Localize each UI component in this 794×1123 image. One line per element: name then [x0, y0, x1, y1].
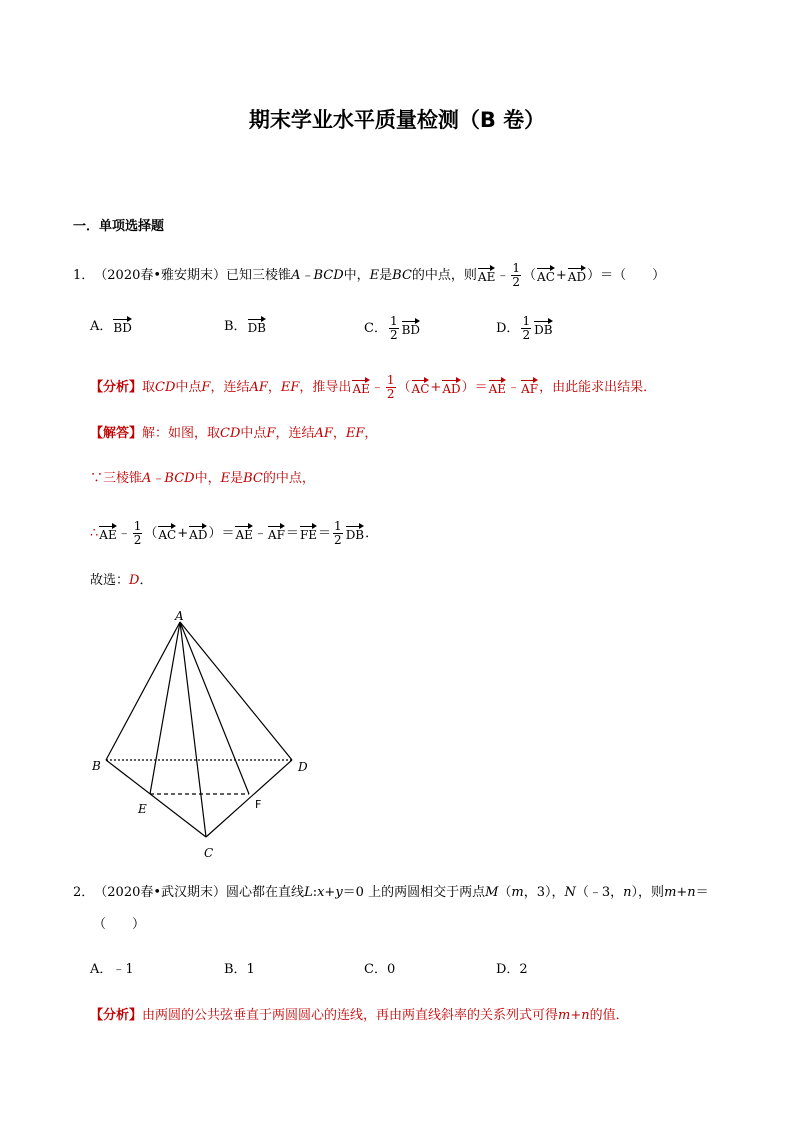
period: ． [139, 573, 153, 588]
minus-sign: ﹣ [253, 525, 267, 541]
q2-stem [73, 886, 709, 899]
q1-analysis [90, 374, 656, 400]
analysis-tag: 【分析】 [90, 1008, 143, 1023]
q2-text: ＝0 上的两圆相交于两点 [342, 885, 486, 900]
q1-choice [90, 574, 152, 587]
section-heading: 一．单项选择题 [73, 219, 165, 234]
segment-ef: EF [345, 426, 365, 441]
frac-den: 2 [522, 327, 531, 342]
q1-option-a [90, 318, 133, 334]
point-f: F [201, 379, 211, 395]
fraction-half [386, 374, 396, 400]
vector-ad: AD [189, 525, 207, 541]
frac-num: 1 [522, 314, 531, 328]
label-f: F [255, 798, 262, 811]
fraction-half [333, 520, 343, 546]
q2-text: : [312, 885, 318, 900]
analysis-text: 取 [142, 379, 156, 395]
option-vector: BD [113, 318, 131, 334]
edge-ab [106, 622, 180, 760]
because-text: ∵三棱锥 [90, 471, 143, 486]
open-paren: （ [397, 379, 411, 395]
frac-den: 2 [512, 274, 521, 289]
label-b: B [92, 759, 101, 773]
q2-blank: （ ） [93, 917, 146, 932]
edge-ad [180, 622, 292, 760]
option-vector: DB [534, 320, 552, 336]
minus-sign: ﹣ [117, 525, 131, 541]
q2-text: 圆心都在直线 [226, 885, 305, 900]
segment-bc: BC [243, 471, 263, 486]
point-n: N [564, 885, 576, 900]
label-d: D [298, 760, 308, 774]
var-n: n [623, 885, 632, 900]
frac-den: 2 [133, 532, 142, 547]
var-mn: m+n [664, 885, 696, 900]
q2-text: ），则 [631, 885, 665, 900]
q1-because [90, 472, 315, 485]
minus-sign: ﹣ [370, 379, 384, 395]
option-letter: D． [496, 320, 520, 336]
q2-analysis [90, 1009, 629, 1022]
comma: ， [267, 379, 281, 395]
because-text: 是 [230, 471, 244, 486]
because-text: 的中点， [262, 471, 315, 486]
q1-tetra: A﹣BCD [291, 267, 344, 283]
q2-text: ，3）， [523, 885, 565, 900]
analysis-text: 由两圆的公共弦垂直于两圆圆心的连线，再由两直线斜率的关系列式可得 [142, 1008, 559, 1023]
plus-sign: + [177, 525, 189, 541]
analysis-text: ，由此能求出结果． [539, 379, 657, 395]
label-e: E [138, 802, 147, 816]
q2-number: 2． [73, 885, 95, 900]
analysis-text: 中点 [175, 379, 202, 395]
equals-sign: ＝ [285, 525, 299, 541]
option-vector: DB [248, 318, 266, 334]
frac-num: 1 [386, 373, 395, 387]
vector-ac: AC [158, 525, 176, 541]
vector-ac: AC [537, 267, 555, 283]
option-letter: B． [224, 318, 247, 334]
q2-option-a: A．﹣1 [90, 962, 134, 977]
label-c: C [204, 846, 214, 860]
q1-point-e: E [369, 267, 380, 283]
vector-ae: AE [235, 525, 252, 541]
segment-af: AF [314, 426, 333, 441]
minus-sign: ﹣ [496, 267, 510, 283]
answer-tag: 【解答】 [90, 426, 143, 441]
vector-db: DB [346, 525, 364, 541]
plus-sign: + [555, 267, 567, 283]
frac-num: 1 [334, 519, 342, 533]
fraction-half [389, 315, 399, 341]
q1-answer [90, 427, 377, 440]
frac-num: 1 [512, 261, 521, 275]
analysis-text: ，推导出 [299, 379, 352, 395]
tetra-name: A﹣BCD [142, 471, 195, 486]
q1-text: 的中点，则 [411, 267, 477, 283]
q2-text: ＝ [695, 885, 709, 900]
segment-ef: EF [280, 379, 300, 395]
q1-option-d [496, 315, 554, 341]
segment-cd: CD [155, 379, 176, 395]
analysis-tag: 【分析】 [90, 379, 143, 395]
comma: ， [364, 426, 378, 441]
answer-text: ，连结 [275, 426, 315, 441]
answer-text: 中点 [240, 426, 267, 441]
q1-source: （2020春•雅安期末） [94, 267, 227, 283]
answer-blank: ）＝（ ） [587, 267, 666, 283]
therefore-sign: ∴ [90, 525, 99, 541]
vector-af: AF [268, 525, 285, 541]
period: ． [365, 525, 379, 541]
q2-option-d: D．2 [496, 962, 528, 977]
segment-cd: CD [220, 426, 241, 441]
because-text: 中， [194, 471, 221, 486]
vector-af: AF [521, 379, 538, 395]
vector-fe: FE [300, 525, 317, 541]
q2-source: （2020春•武汉期末） [94, 885, 227, 900]
q1-text: 中， [343, 267, 370, 283]
fraction-half [511, 262, 521, 288]
page-title: 期末学业水平质量检测（B 卷） [248, 108, 546, 132]
point-e: E [220, 471, 231, 486]
frac-num: 1 [133, 519, 142, 533]
vector-ae: AE [352, 379, 369, 395]
q1-text: 是 [379, 267, 393, 283]
var-mn: m+n [558, 1008, 590, 1023]
q1-stem [73, 262, 665, 288]
frac-den: 2 [389, 327, 398, 342]
plus-sign: + [430, 379, 442, 395]
q2-text: （ [498, 885, 512, 900]
answer-text: 解：如图，取 [142, 426, 221, 441]
choice-value: D [129, 573, 140, 588]
edge-dc [206, 760, 292, 837]
point-f: F [266, 426, 276, 441]
edge-bc [106, 760, 206, 837]
option-letter: A． [90, 318, 113, 334]
label-a: A [175, 609, 184, 623]
vector-ae: AE [99, 525, 116, 541]
vector-ae: AE [478, 267, 495, 283]
choice-label: 故选： [90, 573, 130, 588]
analysis-text: 的值． [589, 1008, 629, 1023]
vector-ad: AD [442, 379, 460, 395]
open-paren: （ [523, 267, 537, 283]
tetrahedron-figure [86, 608, 326, 868]
q1-text: 已知三棱锥 [226, 267, 292, 283]
equals-sign: ＝ [318, 525, 332, 541]
segment-af: AF [249, 379, 268, 395]
q2-option-b: B．1 [224, 962, 255, 977]
option-vector: BD [402, 320, 420, 336]
edge-ae [150, 622, 180, 794]
q1-segment-bc: BC [392, 267, 412, 283]
point-m: M [485, 885, 499, 900]
open-paren: （ [144, 525, 158, 541]
vector-ac: AC [412, 379, 430, 395]
q1-option-b [224, 318, 267, 334]
frac-den: 2 [334, 532, 342, 547]
q1-number: 1． [73, 267, 95, 283]
q2-option-c: C．0 [364, 962, 396, 977]
frac-den: 2 [386, 386, 395, 401]
close-eq: ）＝ [208, 525, 235, 541]
option-letter: C． [364, 320, 387, 336]
close-eq: ）＝ [461, 379, 488, 395]
analysis-text: ，连结 [210, 379, 250, 395]
fraction-half [521, 315, 531, 341]
vector-ae: AE [489, 379, 506, 395]
q2-text: （﹣3， [575, 885, 624, 900]
q1-option-c [364, 315, 421, 341]
comma: ， [332, 426, 346, 441]
frac-num: 1 [389, 314, 398, 328]
q1-therefore [90, 520, 378, 546]
line-l: L [304, 885, 313, 900]
minus-sign: ﹣ [507, 379, 521, 395]
vector-ad: AD [568, 267, 586, 283]
var-m: m [511, 885, 524, 900]
line-eqn: x+y [317, 885, 343, 900]
fraction-half [133, 520, 143, 546]
